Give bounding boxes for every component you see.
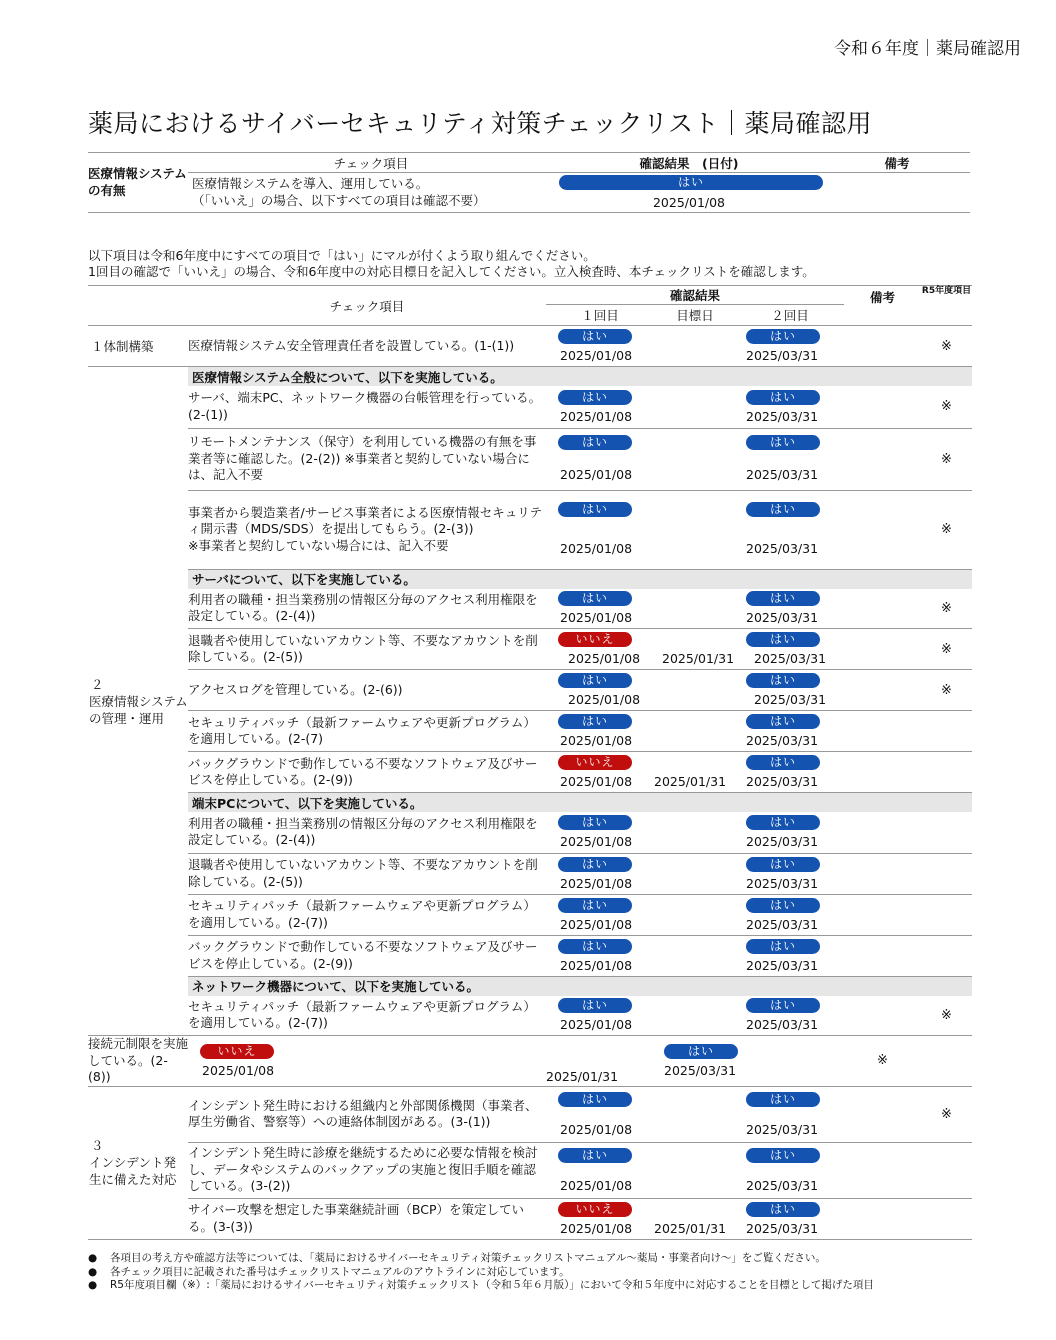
answer-badge[interactable]: はい [746, 1202, 820, 1217]
sub-second-header: ２回目 [771, 308, 809, 323]
target-date[interactable]: 2025/01/31 [654, 1220, 727, 1236]
r5-mark: ※ [941, 522, 952, 537]
item-text: セキュリティパッチ（最新ファームウェアや更新プログラム）を適用している。(2-(7)) [188, 898, 536, 930]
target-date[interactable]: 2025/01/31 [546, 1068, 619, 1084]
r5-mark: ※ [941, 641, 952, 657]
footnote-2: 各チェック項目に記載された番号はチェックリストマニュアルのアウトラインに対応しています。 [110, 1265, 570, 1278]
answer-badge[interactable]: はい [746, 1092, 820, 1107]
date-first: 2025/01/08 [560, 916, 633, 932]
date-second: 2025/03/31 [746, 348, 819, 363]
note-cell[interactable] [844, 894, 921, 935]
r5-mark: ※ [941, 338, 952, 354]
date-first: 2025/01/08 [560, 834, 633, 850]
date-first: 2025/01/08 [560, 610, 633, 626]
col-item-header: チェック項目 [333, 155, 409, 171]
system-category: 医療情報システムの有無 [88, 166, 187, 198]
footnotes [88, 1252, 874, 1293]
target-date[interactable] [654, 589, 736, 629]
item-text: インシデント発生時に診療を継続するために必要な情報を検討し、データやシステムのバックアップの実施と復旧手順を確認している。(3-(2)) [188, 1145, 538, 1194]
checklist-row [88, 1086, 972, 1142]
checklist-row [88, 589, 972, 629]
category-1: １体制構築 [91, 338, 154, 354]
date-second: 2025/03/31 [754, 692, 827, 707]
item-text: リモートメンテナンス（保守）を利用している機器の有無を事業者等に確認した。(2-(2)) ※事業者と契約していない場合には、記入不要 [188, 434, 537, 483]
checklist-row [88, 935, 972, 976]
answer-badge[interactable]: はい [558, 502, 632, 517]
note-cell[interactable] [844, 386, 921, 428]
date-second: 2025/03/31 [746, 733, 819, 748]
answer-badge[interactable]: はい [746, 1148, 820, 1163]
r5-mark [921, 711, 972, 752]
item-text: 医療情報システム安全管理責任者を設置している。(1-(1)) [188, 337, 515, 353]
target-date[interactable] [654, 853, 736, 894]
note-cell[interactable] [736, 1036, 844, 1087]
note-cell[interactable] [844, 490, 921, 569]
date-first: 2025/01/08 [560, 1177, 633, 1193]
checklist-row [88, 629, 972, 670]
subhead-general: 医療情報システム全般について、以下を実施している。 [188, 367, 972, 387]
col-r5-header: R5年度項目 [921, 286, 972, 296]
answer-badge[interactable]: はい [746, 939, 820, 954]
footnote-1: 各項目の考え方や確認方法等については、「薬局におけるサイバーセキュリティ対策チェックリストマニュアル～薬局・事業者向け～」をご覧ください。 [110, 1252, 826, 1264]
answer-badge[interactable]: はい [558, 898, 632, 913]
item-text: 退職者や使用していないアカウント等、不要なアカウントを削除している。(2-(5)) [188, 632, 538, 664]
checklist-row [88, 894, 972, 935]
system-item-line1: 医療情報システムを導入、運用している。 [192, 176, 429, 191]
answer-badge[interactable]: はい [558, 673, 632, 688]
answer-badge[interactable]: はい [746, 714, 820, 729]
target-date[interactable]: 2025/01/31 [662, 651, 735, 666]
subhead-pc: 端末PCについて、以下を実施している。 [188, 793, 972, 813]
answer-badge[interactable]: はい [558, 390, 632, 405]
r5-mark [921, 935, 972, 976]
item-text: セキュリティパッチ（最新ファームウェアや更新プログラム）を適用している。(2-(7)) [188, 998, 536, 1031]
answer-badge[interactable]: はい [558, 591, 632, 606]
answer-badge[interactable]: はい [746, 857, 820, 872]
date-second: 2025/03/31 [746, 610, 819, 626]
footnote-3: R5年度項目欄（※）:「薬局におけるサイバーセキュリティ対策チェックリスト（令和５年６月版）」において令和５年度中に対応することを目標として掲げた項目 [110, 1279, 874, 1291]
answer-badge[interactable]: はい [558, 714, 632, 729]
answer-badge[interactable]: はい [746, 591, 820, 606]
answer-badge[interactable]: はい [558, 815, 632, 830]
note-cell[interactable] [844, 670, 921, 711]
target-date[interactable]: 2025/01/31 [654, 774, 727, 789]
target-date[interactable] [654, 386, 736, 428]
col-item-header: チェック項目 [329, 298, 405, 314]
item-text: セキュリティパッチ（最新ファームウェアや更新プログラム）を適用している。(2-(7) [188, 714, 536, 746]
answer-badge[interactable]: はい [746, 435, 820, 450]
answer-badge[interactable]: いいえ [200, 1044, 274, 1059]
note-cell[interactable] [844, 1198, 921, 1239]
col-result-header: 確認結果 (日付) [639, 155, 739, 171]
date-second: 2025/03/31 [746, 1220, 819, 1236]
answer-badge[interactable]: はい [558, 1148, 632, 1163]
note-cell[interactable] [844, 629, 921, 670]
answer-badge[interactable]: はい [746, 632, 820, 647]
note-cell[interactable] [844, 1086, 921, 1142]
header-label: 令和６年度｜薬局確認用 [834, 39, 1021, 59]
r5-mark [921, 1198, 972, 1239]
date-second: 2025/03/31 [746, 540, 819, 556]
answer-badge[interactable]: はい [558, 998, 632, 1013]
r5-mark: ※ [941, 399, 952, 415]
r5-mark [921, 812, 972, 853]
date-second: 2025/03/31 [746, 1121, 819, 1137]
checklist-row [88, 1198, 972, 1239]
subhead-server: サーバについて、以下を実施している。 [188, 569, 972, 589]
date-first: 2025/01/08 [568, 651, 641, 666]
date-second: 2025/03/31 [746, 834, 819, 850]
checklist-table [88, 285, 972, 1240]
note-cell[interactable] [844, 996, 921, 1036]
checklist-row [88, 490, 972, 569]
answer-badge[interactable]: はい [558, 435, 632, 450]
date-second: 2025/03/31 [746, 957, 819, 973]
r5-mark [921, 853, 972, 894]
checklist-row [88, 1036, 972, 1087]
answer-badge[interactable]: はい [558, 939, 632, 954]
target-date[interactable] [654, 812, 736, 853]
r5-mark [921, 1142, 972, 1198]
subhead-network: ネットワーク機器について、以下を実施している。 [188, 976, 972, 996]
checklist-row [88, 853, 972, 894]
sub-target-header: 目標日 [676, 308, 714, 323]
note-cell[interactable] [844, 589, 921, 629]
intro-line2: 1回目の確認で「いいえ」の場合、令和6年度中の対応目標日を記入してください。立入検査時、本チェックリストを確認します。 [88, 264, 815, 279]
date-second: 2025/03/31 [664, 1062, 737, 1078]
note-cell[interactable] [844, 853, 921, 894]
answer-badge[interactable]: はい [558, 329, 632, 344]
date-first: 2025/01/08 [560, 957, 633, 973]
answer-badge[interactable]: はい [746, 998, 820, 1013]
target-date[interactable] [654, 1086, 736, 1142]
r5-mark: ※ [941, 451, 952, 467]
answer-badge[interactable]: いいえ [558, 1202, 632, 1217]
system-presence-table [88, 152, 970, 213]
answer-yes-badge[interactable]: はい [559, 175, 823, 190]
answer-badge[interactable]: はい [746, 502, 820, 517]
checklist-row [88, 752, 972, 793]
r5-mark [921, 752, 972, 793]
answer-first [546, 326, 654, 367]
note-cell[interactable] [844, 326, 921, 367]
target-date[interactable] [654, 670, 736, 711]
bullet-icon: ● [88, 1252, 98, 1264]
item-text: バックグラウンドで動作している不要なソフトウェア及びサービスを停止している。(2-(9)) [188, 755, 538, 787]
answer-badge[interactable]: はい [746, 390, 820, 405]
date-second: 2025/03/31 [746, 408, 819, 424]
col-result-header: 確認結果 [546, 286, 844, 305]
answer-badge[interactable]: はい [746, 329, 820, 344]
checklist-row [88, 812, 972, 853]
r5-mark: ※ [941, 1106, 952, 1122]
item-text: インシデント発生時における組織内と外部関係機関（事業者、厚生労働省、警察等）への連絡体制図がある。(3-(1)) [188, 1097, 538, 1129]
category-3-label: インシデント発生に備えた対応 [89, 1155, 177, 1187]
date-second: 2025/03/31 [746, 774, 819, 789]
date-first: 2025/01/08 [560, 875, 633, 891]
date-first: 2025/01/08 [568, 692, 641, 707]
checklist-row [88, 1142, 972, 1198]
target-date[interactable] [654, 996, 736, 1036]
intro-text [88, 248, 815, 280]
col-note-header: 備考 [884, 155, 910, 171]
date-first: 2025/01/08 [560, 1121, 633, 1137]
r5-mark [921, 894, 972, 935]
date-second: 2025/03/31 [746, 875, 819, 891]
page-title: 薬局におけるサイバーセキュリティ対策チェックリスト｜薬局確認用 [88, 109, 873, 138]
answer-badge[interactable]: はい [746, 898, 820, 913]
date-second: 2025/03/31 [746, 1177, 819, 1193]
category-2-number: ２ [91, 676, 104, 692]
checklist-row [88, 386, 972, 428]
date-first: 2025/01/08 [560, 1220, 633, 1236]
target-date[interactable] [654, 428, 736, 490]
item-text: 利用者の職種・担当業務別の情報区分毎のアクセス利用権限を設定している。(2-(4)) [188, 591, 538, 624]
item-text: サイバー攻撃を想定した事業継続計画（BCP）を策定している。(3-(3)) [188, 1202, 524, 1234]
item-text: サーバ、端末PC、ネットワーク機器の台帳管理を行っている。(2-(1)) [188, 390, 542, 422]
target-date[interactable] [654, 935, 736, 976]
note-cell[interactable] [844, 711, 921, 752]
checklist-row [88, 670, 972, 711]
date-first: 2025/01/08 [560, 774, 633, 789]
date-second: 2025/03/31 [746, 916, 819, 932]
note-cell[interactable] [844, 428, 921, 490]
item-text: 退職者や使用していないアカウント等、不要なアカウントを削除している。(2-(5)) [188, 857, 538, 889]
note-cell[interactable] [844, 1142, 921, 1198]
answer-badge[interactable]: はい [558, 857, 632, 872]
intro-line1: 以下項目は令和6年度中にすべての項目で「はい」にマルが付くよう取り組んでください。 [88, 248, 596, 263]
answer-badge[interactable]: いいえ [558, 755, 632, 770]
bullet-icon: ● [88, 1265, 98, 1278]
answer-badge[interactable]: はい [558, 1092, 632, 1107]
target-date[interactable] [654, 326, 736, 367]
bullet-icon: ● [88, 1279, 98, 1291]
category-3-number: ３ [91, 1138, 104, 1153]
checklist-row [88, 711, 972, 752]
sub-first-header: １回目 [581, 308, 619, 323]
date-second: 2025/03/31 [754, 651, 827, 666]
col-note-header: 備考 [869, 290, 895, 305]
item-text: 事業者から製造業者/サービス事業者による医療情報セキュリティ開示書（MDS/SDS）を提出してもらう。(2-(3)) [188, 504, 542, 537]
date-first: 2025/01/08 [202, 1062, 275, 1078]
date-second: 2025/03/31 [746, 1017, 819, 1033]
checklist-row [88, 996, 972, 1036]
system-item-line2: （「いいえ」の場合、以下すべての項目は確認不要） [192, 193, 486, 208]
note-cell[interactable] [844, 752, 921, 793]
date-first: 2025/01/08 [560, 408, 633, 424]
date-first: 2025/01/08 [560, 466, 633, 482]
item-note: ※事業者と契約していない場合には、記入不要 [188, 537, 449, 553]
answer-badge[interactable]: はい [746, 755, 820, 770]
answer-badge[interactable]: はい [746, 673, 820, 688]
answer-badge[interactable]: いいえ [558, 632, 632, 647]
item-text: 利用者の職種・担当業務別の情報区分毎のアクセス利用権限を設定している。(2-(4)) [188, 815, 538, 848]
r5-mark: ※ [877, 1053, 888, 1069]
date-first: 2025/01/08 [560, 348, 633, 363]
target-date[interactable] [654, 894, 736, 935]
item-text: 接続元制限を実施している。(2-(8)) [88, 1036, 189, 1084]
item-text: バックグラウンドで動作している不要なソフトウェア及びサービスを停止している。(2-(9)) [188, 939, 538, 971]
target-date[interactable] [654, 1142, 736, 1198]
category-2-label: 医療情報システムの管理・運用 [89, 693, 188, 726]
date-first: 2025/01/08 [560, 733, 633, 748]
date-second: 2025/03/31 [746, 466, 819, 482]
target-date[interactable] [654, 711, 736, 752]
note-cell[interactable] [824, 173, 970, 213]
date-first: 2025/01/08 [560, 1017, 633, 1033]
note-cell[interactable] [844, 935, 921, 976]
r5-mark: ※ [941, 600, 952, 616]
date-first: 2025/01/08 [560, 540, 633, 556]
answer-badge[interactable]: はい [746, 815, 820, 830]
r5-mark: ※ [941, 1007, 952, 1023]
answer-date: 2025/01/08 [652, 195, 726, 210]
answer-badge[interactable]: はい [664, 1044, 738, 1059]
item-text: アクセスログを管理している。(2-(6)) [188, 681, 403, 697]
checklist-row [88, 428, 972, 490]
target-date[interactable] [654, 490, 736, 569]
r5-mark: ※ [941, 682, 952, 698]
note-cell[interactable] [844, 812, 921, 853]
